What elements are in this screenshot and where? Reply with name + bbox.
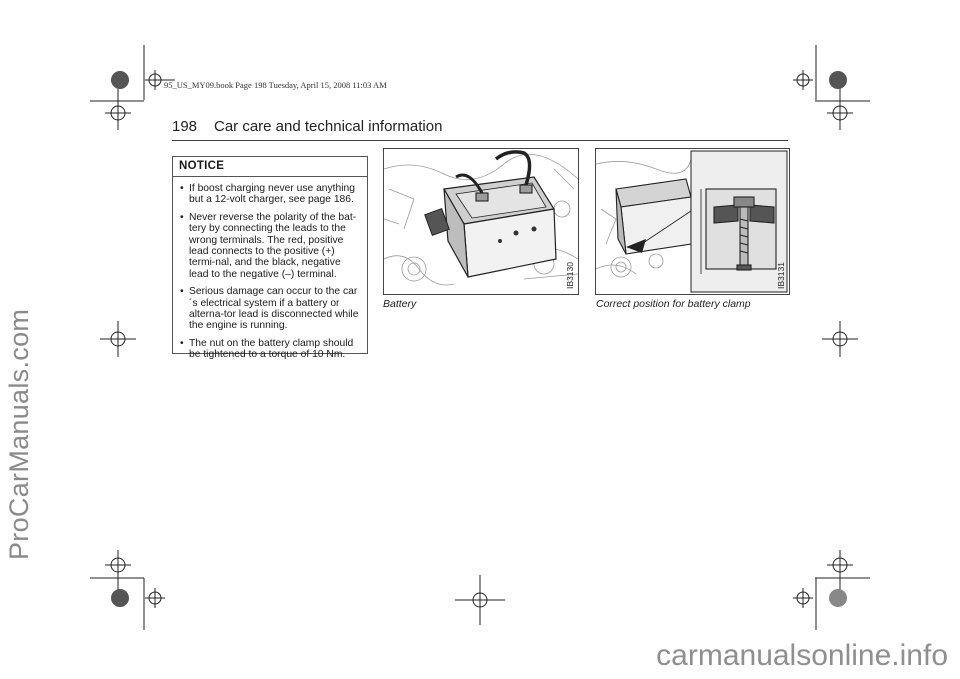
figure-id: IB3131: [776, 262, 786, 289]
side-watermark: ProCarManuals.com: [4, 308, 34, 560]
notice-box: [172, 156, 368, 361]
figure-caption: Battery: [383, 298, 417, 310]
figure-caption: Correct position for battery clamp: [596, 298, 751, 310]
battery-illustration: [384, 149, 578, 294]
notice-title: NOTICE: [173, 157, 367, 177]
figure-id: IB3130: [565, 262, 575, 289]
battery-clamp-illustration: [596, 149, 789, 294]
battery-clamp-figure: [595, 148, 790, 295]
book-info-line: 95_US_MY09.book Page 198 Tuesday, April 15, 2008 11:03 AM: [164, 80, 387, 90]
page-header: [172, 118, 786, 135]
section-title: Car care and technical information: [214, 118, 443, 135]
notice-item: • Serious damage can occur to the car´s electrical system if a battery or alterna-tor lead is disconnected while the engine is running.: [179, 286, 361, 332]
battery-figure: [383, 148, 579, 295]
notice-list: [173, 177, 367, 361]
footer-watermark: carmanualsonline.info: [656, 639, 948, 672]
notice-item: • If boost charging never use anything but a 12-volt charger, see page 186.: [179, 183, 361, 206]
header-rule: [172, 140, 788, 141]
page-number: 198: [172, 118, 198, 135]
notice-item: • Never reverse the polarity of the bat-tery by connecting the leads to the wrong terminals. The red, positive lead connects to the positive (+) termi-nal, and the black, negative lead to the negative (–) terminal.: [179, 212, 361, 280]
notice-item: • The nut on the battery clamp should be tightened to a torque of 10 Nm.: [179, 338, 361, 361]
